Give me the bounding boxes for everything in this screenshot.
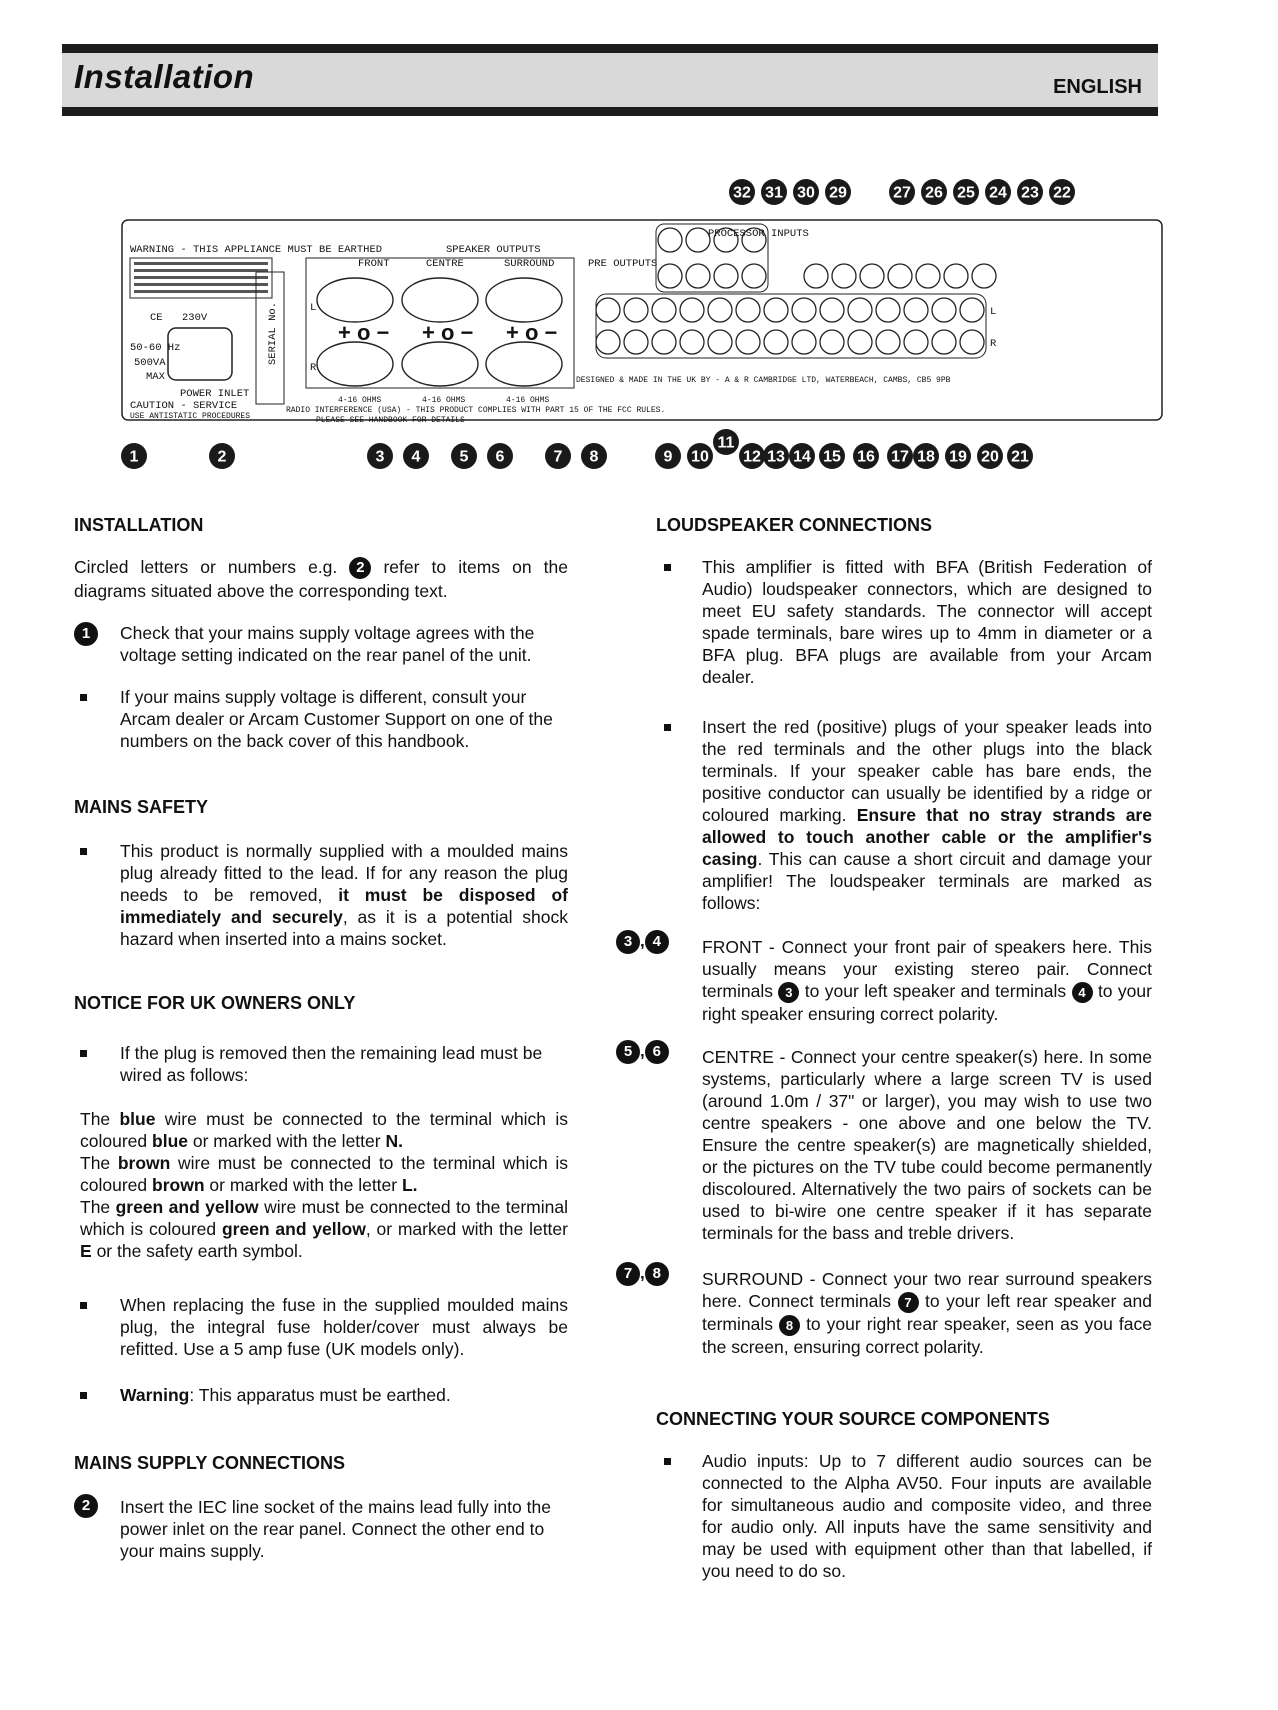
callout-15-icon (819, 443, 845, 469)
panel-radio-note: RADIO INTERFERENCE (USA) - THIS PRODUCT COMPLIES WITH PART 15 OF THE FCC RULES. (286, 406, 666, 415)
svg-text:29: 29 (829, 184, 847, 202)
fuse-bullet-text: When replacing the fuse in the supplied moulded mains plug, the integral fuse holder/cover must always be refitted. Use a 5 amp fuse (UK models only). (120, 1295, 568, 1359)
panel-va: 500VA (134, 357, 166, 369)
callout-2-icon (209, 443, 235, 469)
panel-pre-outputs: PRE OUTPUTS (588, 258, 658, 270)
mains-safety-heading: MAINS SAFETY (74, 797, 209, 817)
bullet-icon (80, 1050, 87, 1057)
callout-31-icon (761, 179, 787, 205)
svg-text:27: 27 (893, 184, 911, 202)
front-terminal-4-icon: 4 (1072, 982, 1093, 1003)
bullet-icon (80, 1392, 87, 1399)
surround-terminal-7-icon: 7 (898, 1292, 919, 1313)
ohms-front: 4-16 OHMS (338, 396, 382, 405)
callout-32-icon (729, 179, 755, 205)
callout-23-icon (1017, 179, 1043, 205)
power-inlet-socket (168, 328, 232, 380)
callout-25-icon (953, 179, 979, 205)
panel-caution: CAUTION - SERVICE (130, 400, 238, 412)
callout-10-icon (687, 443, 713, 469)
svg-text:20: 20 (981, 448, 999, 466)
callout-3-icon (367, 443, 393, 469)
bullet-icon (80, 848, 87, 855)
surround-text: SURROUND - Connect your two rear surround speakers here. Connect terminals 7 to your left rear speaker and terminals 8 to your right rear speaker, seen as you face the screen, ensuring correct polarity. (702, 1269, 1152, 1357)
item1-text: Check that your mains supply voltage agrees with the voltage setting indicated on the rear panel of the unit. (120, 623, 535, 665)
intro-paragraph (74, 556, 568, 602)
label-surround: SURROUND (504, 258, 555, 270)
svg-text:18: 18 (917, 448, 935, 466)
svg-text:13: 13 (767, 448, 785, 466)
callout-27-icon (889, 179, 915, 205)
rear-panel-diagram (110, 170, 1170, 480)
svg-text:2: 2 (217, 448, 227, 466)
uk-bullet-text: If the plug is removed then the remaining lead must be wired as follows: (120, 1043, 543, 1085)
ohms-surround: 4-16 OHMS (506, 396, 550, 405)
callout-6-icon (487, 443, 513, 469)
svg-text:15: 15 (823, 448, 841, 466)
bullet-icon (664, 564, 671, 571)
svg-text:25: 25 (957, 184, 975, 202)
callout-11-icon (713, 429, 739, 455)
callout-29-icon (825, 179, 851, 205)
svg-text:4: 4 (411, 448, 421, 466)
svg-text:24: 24 (989, 184, 1007, 202)
panel-warning: WARNING - THIS APPLIANCE MUST BE EARTHED (130, 244, 383, 256)
panel-max: MAX (146, 371, 165, 383)
safety-text-bold: it must be disposed of immediately and securely (120, 885, 568, 927)
svg-text:+ o −: + o − (338, 320, 390, 345)
svg-text:7: 7 (553, 448, 563, 466)
callout-18-icon (913, 443, 939, 469)
panel-designed: DESIGNED & MADE IN THE UK BY - A & R CAMBRIDGE LTD, WATERBEACH, CAMBS, CB5 9PB (576, 376, 951, 385)
front-text: FRONT - Connect your front pair of speakers here. This usually means your existing stereo pair. Connect terminals 3 to your left speaker and terminals 4 to your right speaker ensuring correct polarity. (702, 937, 1152, 1024)
ce-mark: CE (150, 312, 163, 324)
svg-text:32: 32 (733, 184, 751, 202)
rca-left-label: L (990, 306, 997, 318)
svg-text:3: 3 (375, 448, 385, 466)
svg-text:11: 11 (717, 434, 735, 452)
bullet-icon (80, 694, 87, 701)
svg-text:30: 30 (797, 184, 815, 202)
panel-freq: 50-60 Hz (130, 342, 181, 354)
bullet-icon (664, 1458, 671, 1465)
bullet-voltage-different: If your mains supply voltage is different, consult your Arcam dealer or Arcam Customer Support on one of the numbers on the back cover of this handbook. (120, 687, 553, 751)
page-title: Installation (74, 58, 255, 95)
svg-text:14: 14 (793, 448, 811, 466)
callout-9-icon (655, 443, 681, 469)
ohms-centre: 4-16 OHMS (422, 396, 466, 405)
uk-owners-heading: NOTICE FOR UK OWNERS ONLY (74, 993, 356, 1013)
callout-20-icon (977, 443, 1003, 469)
bullet-icon (664, 724, 671, 731)
label-front: FRONT (358, 258, 390, 270)
callout-17-icon (887, 443, 913, 469)
safety-text-a: This product is normally supplied with a moulded mains plug already fitted to the lead. If for any reason the plug needs to be removed, (120, 841, 568, 905)
svg-text:+ o −: + o − (506, 320, 558, 345)
callout-7-icon (545, 443, 571, 469)
callout-16-icon (853, 443, 879, 469)
svg-text:8: 8 (589, 448, 599, 466)
top-callouts (729, 179, 1075, 205)
intro-text-b: refer to items on the diagrams situated above the corresponding text. (74, 557, 568, 601)
svg-text:26: 26 (925, 184, 943, 202)
panel-serial: SERIAL No. (267, 301, 279, 365)
source-bullet-text: Audio inputs: Up to 7 different audio sources can be connected to the Alpha AV50. Four inputs are available for simultaneous audio and composite video, and three for audio only. All inputs have the same sensitivity and may be used with equipment other than that labelled, if you need to do so. (702, 1451, 1152, 1581)
polarity-marks (338, 320, 557, 345)
svg-text:17: 17 (891, 448, 909, 466)
speaker-right-label: R (310, 362, 317, 374)
item2-icon: 2 (74, 1494, 98, 1518)
rca-right-label: R (990, 338, 997, 350)
panel-power-inlet: POWER INLET (180, 388, 250, 400)
installation-heading: INSTALLATION (74, 515, 204, 535)
svg-text:1: 1 (129, 448, 139, 466)
svg-text:19: 19 (949, 448, 967, 466)
svg-text:23: 23 (1021, 184, 1039, 202)
caution-lines (134, 262, 268, 293)
blue-wire-text: The blue wire must be connected to the terminal which is coloured blue or marked with the letter N. (80, 1109, 568, 1151)
svg-text:31: 31 (765, 184, 783, 202)
mains-safety-text (120, 840, 568, 950)
svg-text:6: 6 (495, 448, 505, 466)
svg-text:5: 5 (459, 448, 469, 466)
callout-19-icon (945, 443, 971, 469)
label-centre: CENTRE (426, 258, 464, 270)
mains-supply-heading: MAINS SUPPLY CONNECTIONS (74, 1453, 346, 1473)
panel-antistatic: USE ANTISTATIC PROCEDURES (130, 412, 251, 421)
callout-13-icon (763, 443, 789, 469)
svg-text:16: 16 (857, 448, 875, 466)
header-top-rule (62, 44, 1158, 53)
terminals-7-8-label: 7 , 8 (616, 1262, 669, 1286)
callout-22-icon (1049, 179, 1075, 205)
callout-21-icon (1007, 443, 1033, 469)
speaker-left-label: L (310, 302, 317, 314)
callout-4-icon (403, 443, 429, 469)
callout-1-icon (121, 443, 147, 469)
panel-voltage: 230V (182, 312, 208, 324)
centre-text: CENTRE - Connect your centre speaker(s) here. In some systems, particularly where a large screen TV is used (around 1.0m / 37" or larger), you may wish to use two centre speakers - one above and one below the TV. Ensure the centre speaker(s) are magnetically shielded, or the pictures on the TV tube could become permanently discoloured. Alternatively the two pairs of sockets can be used to bi-wire one centre speaker if it has separate terminals for the bass and treble drivers. (702, 1047, 1152, 1243)
svg-text:9: 9 (663, 448, 673, 466)
callout-8-icon (581, 443, 607, 469)
svg-text:21: 21 (1011, 448, 1029, 466)
ls-bullet1-text: This amplifier is fitted with BFA (British Federation of Audio) loudspeaker connectors, which are designed to meet EU safety standards. The connector will accept spade terminals, bare wires up to 4mm in diameter or a BFA plug. BFA plugs are available from your Arcam dealer. (702, 557, 1152, 687)
item1-icon: 1 (74, 622, 98, 646)
bottom-callouts (121, 429, 1033, 469)
terminals-5-6-label: 5 , 6 (616, 1040, 669, 1064)
panel-processor-inputs: PROCESSOR INPUTS (708, 228, 809, 240)
intro-num-icon: 2 (349, 557, 371, 579)
callout-24-icon (985, 179, 1011, 205)
language-label: ENGLISH (1053, 76, 1142, 98)
callout-12-icon (739, 443, 765, 469)
callout-30-icon (793, 179, 819, 205)
header-bottom-rule (62, 107, 1158, 116)
green-yellow-wire-text: The green and yellow wire must be connected to the terminal which is coloured green and yellow, or marked with the letter E or the safety earth symbol. (80, 1197, 568, 1261)
terminals-3-4-label: 3 , 4 (616, 930, 669, 954)
item2-text: Insert the IEC line socket of the mains lead fully into the power inlet on the rear panel. Connect the other end to your mains supply. (120, 1497, 551, 1561)
safety-text-c: , as it is a potential shock hazard when inserted into a mains socket. (120, 907, 568, 949)
svg-text:12: 12 (743, 448, 761, 466)
panel-speaker-outputs: SPEAKER OUTPUTS (446, 244, 541, 256)
loudspeaker-heading: LOUDSPEAKER CONNECTIONS (656, 515, 933, 535)
front-terminal-3-icon: 3 (778, 982, 799, 1003)
ls-bullet2-text: Insert the red (positive) plugs of your speaker leads into the red terminals and the other plugs into the black terminals. If your speaker cable has bare ends, the positive conductor can usually be identified by a ridge or coloured marking. Ensure that no stray strands are allowed to touch another cable or the amplifier's casing. This can cause a short circuit and damage your amplifier! The loudspeaker terminals are marked as follows: (702, 717, 1152, 913)
panel-please-see: PLEASE SEE HANDBOOK FOR DETAILS (316, 416, 465, 425)
callout-26-icon (921, 179, 947, 205)
brown-wire-text: The brown wire must be connected to the terminal which is coloured brown or marked with the letter L. (80, 1153, 568, 1195)
bullet-icon (80, 1302, 87, 1309)
warning-text: Warning: This apparatus must be earthed. (120, 1385, 451, 1405)
intro-text-a: Circled letters or numbers e.g. (74, 557, 338, 577)
svg-text:22: 22 (1053, 184, 1071, 202)
svg-text:+ o −: + o − (422, 320, 474, 345)
callout-14-icon (789, 443, 815, 469)
surround-terminal-8-icon: 8 (779, 1315, 800, 1336)
svg-text:10: 10 (691, 448, 709, 466)
source-components-heading: CONNECTING YOUR SOURCE COMPONENTS (656, 1409, 1050, 1429)
callout-5-icon (451, 443, 477, 469)
